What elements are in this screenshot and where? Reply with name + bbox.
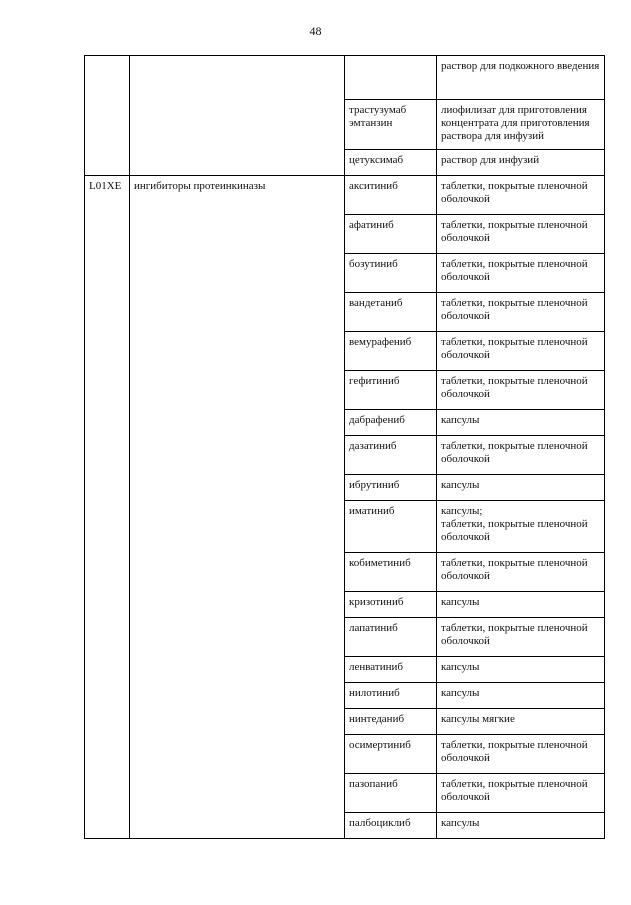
dosage-form-cell: таблетки, покрытые пленочной оболочкой — [437, 774, 605, 813]
drug-name-cell: афатиниб — [345, 215, 437, 254]
drug-name-cell: лапатиниб — [345, 618, 437, 657]
drug-name-cell: дабрафениб — [345, 410, 437, 436]
atc-group-cell: ингибиторы протеинкиназы — [130, 176, 345, 839]
dosage-form-cell: капсулы мягкие — [437, 709, 605, 735]
drug-name-cell: бозутиниб — [345, 254, 437, 293]
drug-name-cell: кризотиниб — [345, 592, 437, 618]
dosage-form-cell: таблетки, покрытые пленочной оболочкой — [437, 618, 605, 657]
drug-name-cell: вандетаниб — [345, 293, 437, 332]
dosage-form-cell: таблетки, покрытые пленочной оболочкой — [437, 332, 605, 371]
drug-name-cell: трастузумаб эмтанзин — [345, 100, 437, 150]
atc-group-cell — [130, 56, 345, 176]
dosage-form-cell: таблетки, покрытые пленочной оболочкой — [437, 735, 605, 774]
dosage-form-cell: таблетки, покрытые пленочной оболочкой — [437, 371, 605, 410]
drug-name-cell: ленватиниб — [345, 657, 437, 683]
drug-table-body — [85, 56, 605, 839]
page-number: 48 — [309, 24, 322, 38]
dosage-form-cell: капсулы; таблетки, покрытые пленочной оболочкой — [437, 501, 605, 553]
drug-name-cell: кобиметиниб — [345, 553, 437, 592]
dosage-form-cell: капсулы — [437, 657, 605, 683]
dosage-form-cell: капсулы — [437, 410, 605, 436]
table-row — [85, 56, 605, 100]
dosage-form-cell: таблетки, покрытые пленочной оболочкой — [437, 293, 605, 332]
atc-code-cell — [85, 56, 130, 176]
drug-name-cell: пазопаниб — [345, 774, 437, 813]
drug-name-cell: палбоциклиб — [345, 813, 437, 839]
drug-name-cell: нилотиниб — [345, 683, 437, 709]
drug-name-cell: иматиниб — [345, 501, 437, 553]
dosage-form-cell: капсулы — [437, 813, 605, 839]
dosage-form-cell: таблетки, покрытые пленочной оболочкой — [437, 176, 605, 215]
drug-name-cell: вемурафениб — [345, 332, 437, 371]
dosage-form-cell: капсулы — [437, 683, 605, 709]
atc-code-cell: L01XE — [85, 176, 130, 839]
dosage-form-cell: раствор для инфузий — [437, 150, 605, 176]
table-row — [85, 176, 605, 215]
dosage-form-cell: капсулы — [437, 592, 605, 618]
drug-name-cell: нинтеданиб — [345, 709, 437, 735]
dosage-form-cell: капсулы — [437, 475, 605, 501]
drug-name-cell: цетуксимаб — [345, 150, 437, 176]
drug-name-cell: ибрутиниб — [345, 475, 437, 501]
drug-name-cell: гефитиниб — [345, 371, 437, 410]
dosage-form-cell: раствор для подкожного введения — [437, 56, 605, 100]
dosage-form-cell: таблетки, покрытые пленочной оболочкой — [437, 436, 605, 475]
drug-name-cell: акситиниб — [345, 176, 437, 215]
drug-name-cell: осимертиниб — [345, 735, 437, 774]
drug-name-cell: дазатиниб — [345, 436, 437, 475]
dosage-form-cell: таблетки, покрытые пленочной оболочкой — [437, 254, 605, 293]
drug-name-cell — [345, 56, 437, 100]
dosage-form-cell: лиофилизат для приготовления концентрата для приготовления раствора для инфузий — [437, 100, 605, 150]
dosage-form-cell: таблетки, покрытые пленочной оболочкой — [437, 215, 605, 254]
dosage-form-cell: таблетки, покрытые пленочной оболочкой — [437, 553, 605, 592]
drug-table — [84, 55, 605, 839]
